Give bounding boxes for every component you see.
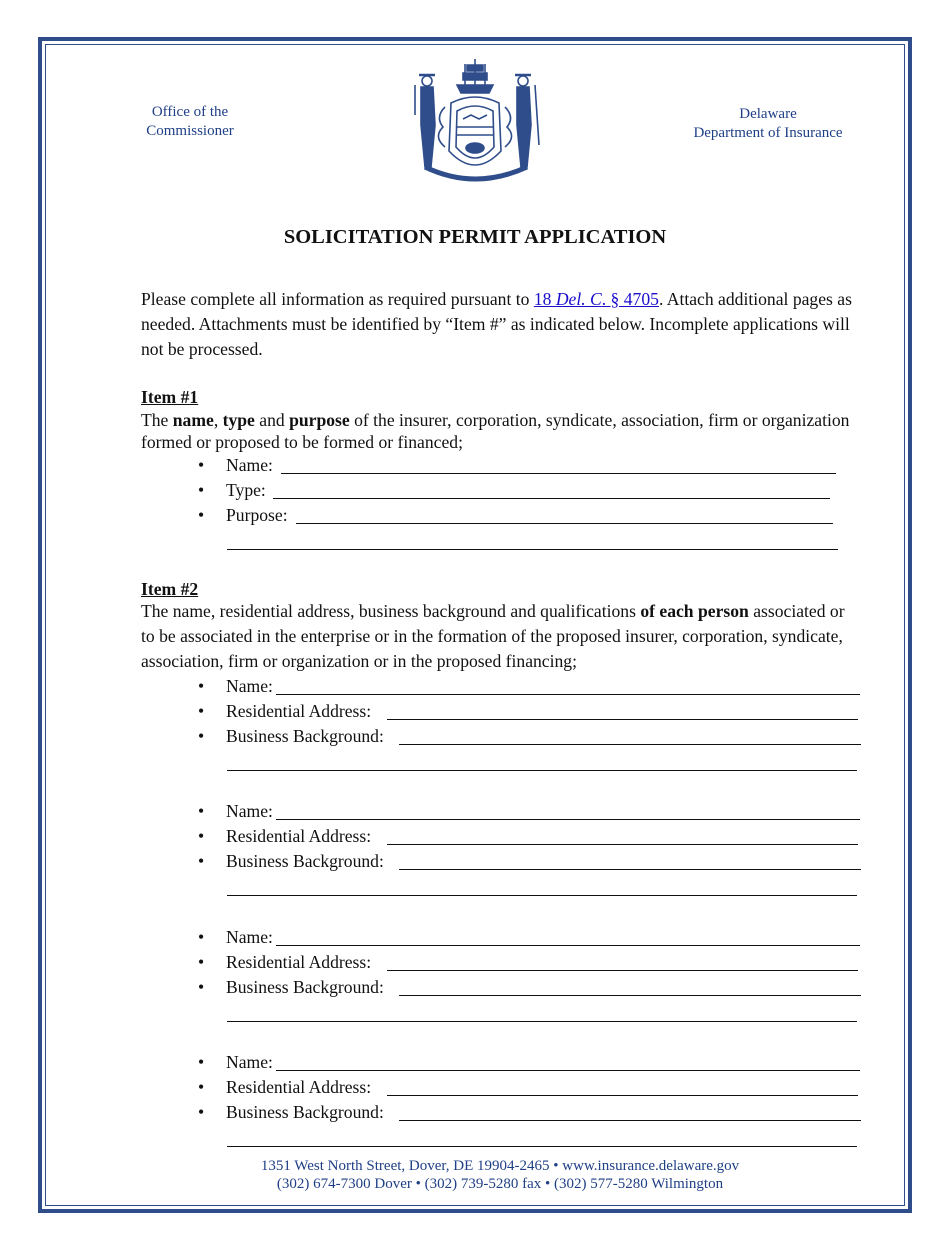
item1-desc-part: The bbox=[141, 410, 173, 430]
field-label: Residential Address: bbox=[226, 1077, 372, 1097]
form-field-row bbox=[198, 824, 371, 849]
intro-text-after: . Attach additional pages as needed. Attachments must be identified by “Item #” as indicated below. Incomplete applications will not be processed. bbox=[141, 289, 852, 359]
form-field-row bbox=[198, 799, 273, 824]
office-line-2: Commissioner bbox=[146, 123, 234, 139]
form-field-row bbox=[198, 453, 273, 478]
statute-link-italic: Del. C bbox=[555, 289, 602, 309]
fill-in-line-residential-address[interactable] bbox=[387, 970, 858, 971]
bullet-icon: • bbox=[198, 927, 205, 947]
bullet-icon: • bbox=[198, 1052, 205, 1072]
item2-heading: Item #2 bbox=[141, 579, 199, 599]
field-label: Purpose: bbox=[226, 505, 288, 525]
bullet-icon: • bbox=[198, 676, 205, 696]
bullet-icon: • bbox=[198, 701, 205, 721]
delaware-seal-icon bbox=[405, 55, 545, 187]
field-label: Business Background: bbox=[226, 851, 384, 871]
bullet-icon: • bbox=[198, 1077, 205, 1097]
bullet-icon: • bbox=[198, 851, 205, 871]
form-field-row bbox=[198, 975, 384, 1000]
footer-address: 1351 West North Street, Dover, DE 19904-2465 • www.insurance.delaware.gov bbox=[260, 1158, 740, 1174]
form-field-row bbox=[198, 950, 371, 975]
bullet-icon: • bbox=[198, 977, 205, 997]
field-label: Name: bbox=[226, 676, 273, 696]
bullet-icon: • bbox=[198, 726, 205, 746]
bullet-icon: • bbox=[198, 480, 205, 500]
form-field-row bbox=[198, 1075, 371, 1100]
fill-in-line-business-background-continued[interactable] bbox=[227, 895, 857, 896]
form-field-row bbox=[198, 849, 384, 874]
field-label: Name: bbox=[226, 1052, 273, 1072]
fill-in-line-business-background[interactable] bbox=[399, 744, 861, 745]
fill-in-line-business-background[interactable] bbox=[399, 995, 861, 996]
fill-in-line-residential-address[interactable] bbox=[387, 844, 858, 845]
bullet-icon: • bbox=[198, 952, 205, 972]
field-label: Business Background: bbox=[226, 1102, 384, 1122]
form-field-row bbox=[198, 674, 273, 699]
form-field-row bbox=[198, 724, 384, 749]
fill-in-line-name[interactable] bbox=[276, 1070, 860, 1071]
fill-in-line-name[interactable] bbox=[276, 945, 860, 946]
field-label: Business Background: bbox=[226, 726, 384, 746]
fill-in-line-business-background-continued[interactable] bbox=[227, 1021, 857, 1022]
footer-phone: (302) 674-7300 Dover • (302) 739-5280 fax • (302) 577-5280 Wilmington bbox=[276, 1176, 724, 1192]
item1-desc-part: and bbox=[254, 410, 290, 430]
bullet-icon: • bbox=[198, 826, 205, 846]
field-label: Residential Address: bbox=[226, 952, 372, 972]
statute-link[interactable] bbox=[534, 289, 659, 309]
field-label: Business Background: bbox=[226, 977, 384, 997]
item1-heading: Item #1 bbox=[141, 387, 199, 407]
item2-description bbox=[141, 599, 861, 674]
item1-desc-bold: type bbox=[222, 410, 255, 430]
field-label: Residential Address: bbox=[226, 826, 372, 846]
form-field-row bbox=[198, 1100, 384, 1125]
form-field-row bbox=[198, 925, 273, 950]
item2-desc-bold: of each person bbox=[640, 601, 749, 621]
bullet-icon: • bbox=[198, 801, 205, 821]
field-label: Name: bbox=[226, 801, 273, 821]
item1-desc-part: of the insurer, corporation, syndicate, association, firm or organization formed or proposed to be formed or financed; bbox=[141, 410, 850, 452]
office-line-1: Office of the bbox=[151, 104, 229, 120]
fill-in-line-name[interactable] bbox=[276, 819, 860, 820]
fill-in-line-name[interactable] bbox=[276, 694, 860, 695]
fill-in-line-purpose-continued[interactable] bbox=[227, 549, 838, 550]
item2-desc-part: associated or to be associated in the enterprise or in the formation of the proposed insurer, corporation, syndicate, association, firm or organization or in the proposed financing; bbox=[141, 601, 845, 671]
form-title: SOLICITATION PERMIT APPLICATION bbox=[283, 226, 667, 248]
department-line-2: Department of Insurance bbox=[693, 125, 843, 141]
item1-desc-bold: purpose bbox=[289, 410, 350, 430]
fill-in-line-business-background-continued[interactable] bbox=[227, 1146, 857, 1147]
fill-in-line-purpose[interactable] bbox=[296, 523, 833, 524]
field-label: Name: bbox=[226, 927, 273, 947]
item2-desc-part: The name, residential address, business background and qualifications bbox=[141, 601, 641, 621]
field-label: Residential Address: bbox=[226, 701, 372, 721]
office-header bbox=[130, 103, 250, 141]
fill-in-line-type[interactable] bbox=[273, 498, 830, 499]
bullet-icon: • bbox=[198, 505, 205, 525]
item1-desc-bold: name bbox=[172, 410, 214, 430]
field-label: Type: bbox=[226, 480, 266, 500]
item1-description bbox=[141, 409, 861, 453]
fill-in-line-business-background[interactable] bbox=[399, 869, 861, 870]
bullet-icon: • bbox=[198, 455, 205, 475]
department-line-1: Delaware bbox=[739, 106, 797, 122]
fill-in-line-name[interactable] bbox=[281, 473, 836, 474]
fill-in-line-business-background[interactable] bbox=[399, 1120, 861, 1121]
bullet-icon: • bbox=[198, 1102, 205, 1122]
statute-link-num: 18 bbox=[533, 289, 556, 309]
fill-in-line-business-background-continued[interactable] bbox=[227, 770, 857, 771]
form-field-row bbox=[198, 699, 371, 724]
intro-text-before: Please complete all information as required pursuant to bbox=[141, 289, 534, 309]
intro-paragraph bbox=[141, 287, 861, 362]
field-label: Name: bbox=[226, 455, 273, 475]
fill-in-line-residential-address[interactable] bbox=[387, 1095, 858, 1096]
form-field-row bbox=[198, 503, 288, 528]
statute-link-rest: . § 4705 bbox=[601, 289, 659, 309]
item1-desc-part: , bbox=[213, 410, 223, 430]
form-field-row bbox=[198, 478, 266, 503]
department-header bbox=[668, 105, 868, 143]
form-field-row bbox=[198, 1050, 273, 1075]
fill-in-line-residential-address[interactable] bbox=[387, 719, 858, 720]
